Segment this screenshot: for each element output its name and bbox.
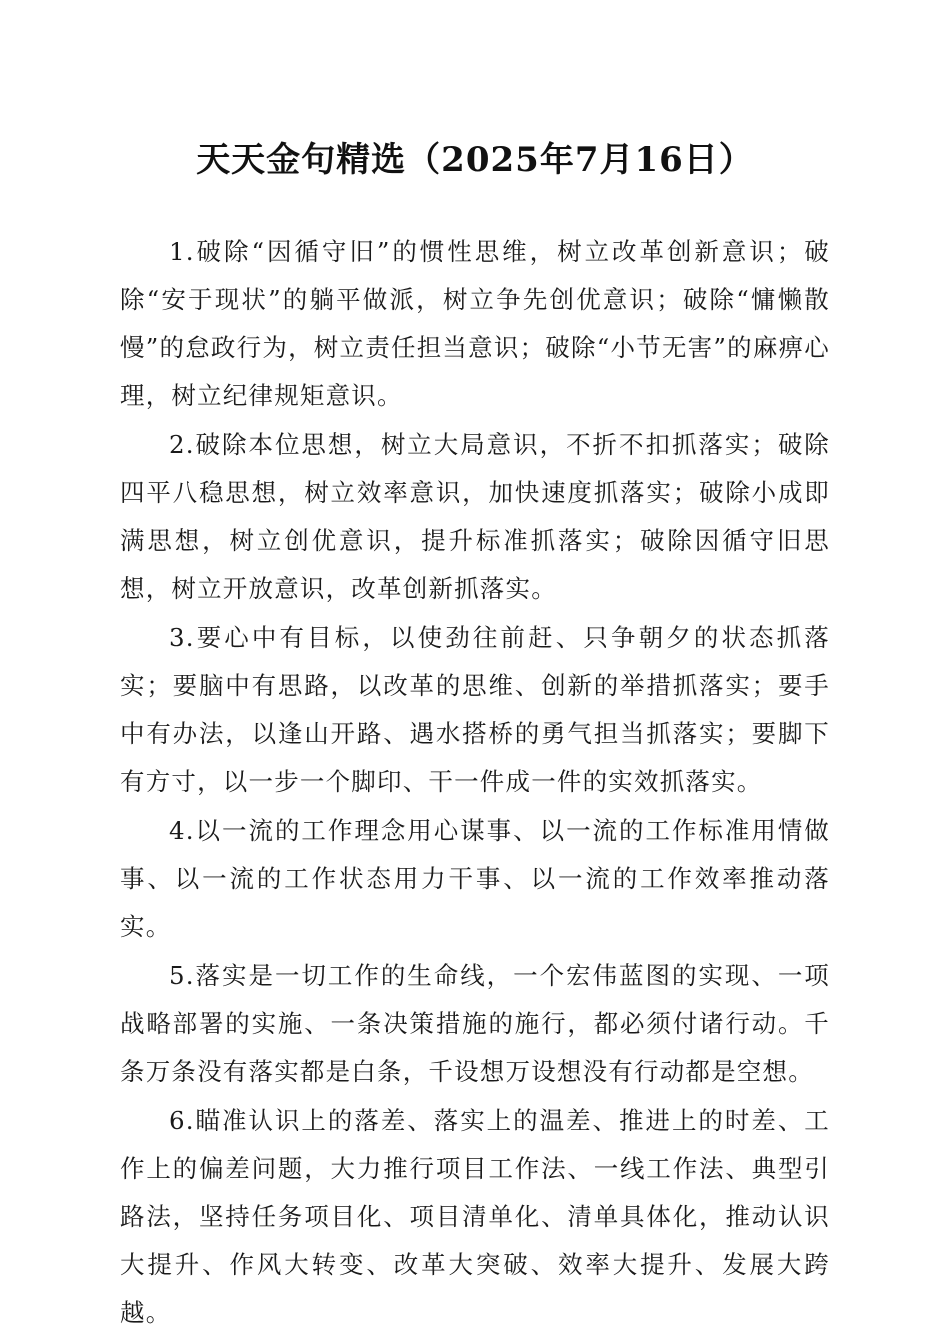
paragraph-1: 1.破除“因循守旧”的惯性思维，树立改革创新意识；破除“安于现状”的躺平做派，树立争先创优意识；破除“慵懒散慢”的怠政行为，树立责任担当意识；破除“小节无害”的麻痹心理，树立纪律规矩意识。 xyxy=(120,237,830,410)
paragraph-6: 6.瞄准认识上的落差、落实上的温差、推进上的时差、工作上的偏差问题，大力推行项目工作法、一线工作法、典型引路法，坚持任务项目化、项目清单化、清单具体化，推动认识大提升、作风大转变、改革大突破、效率大提升、发展大跨越。 xyxy=(120,1106,830,1327)
paragraph-4: 4.以一流的工作理念用心谋事、以一流的工作标准用情做事、以一流的工作状态用力干事、以一流的工作效率推动落实。 xyxy=(120,816,830,941)
document-body xyxy=(120,228,830,1338)
paragraph-3: 3.要心中有目标，以使劲往前赶、只争朝夕的状态抓落实；要脑中有思路，以改革的思维、创新的举措抓落实；要手中有办法，以逢山开路、遇水搭桥的勇气担当抓落实；要脚下有方寸，以一步一个脚印、干一件成一件的实效抓落实。 xyxy=(120,623,830,796)
paragraph-5: 5.落实是一切工作的生命线，一个宏伟蓝图的实现、一项战略部署的实施、一条决策措施的施行，都必须付诸行动。千条万条没有落实都是白条，千设想万设想没有行动都是空想。 xyxy=(120,961,830,1086)
paragraph-2: 2.破除本位思想，树立大局意识，不折不扣抓落实；破除四平八稳思想，树立效率意识，加快速度抓落实；破除小成即满思想，树立创优意识，提升标准抓落实；破除因循守旧思想，树立开放意识，改革创新抓落实。 xyxy=(120,430,830,603)
document-title: 天天金句精选（2025年7月16日） xyxy=(196,140,754,180)
